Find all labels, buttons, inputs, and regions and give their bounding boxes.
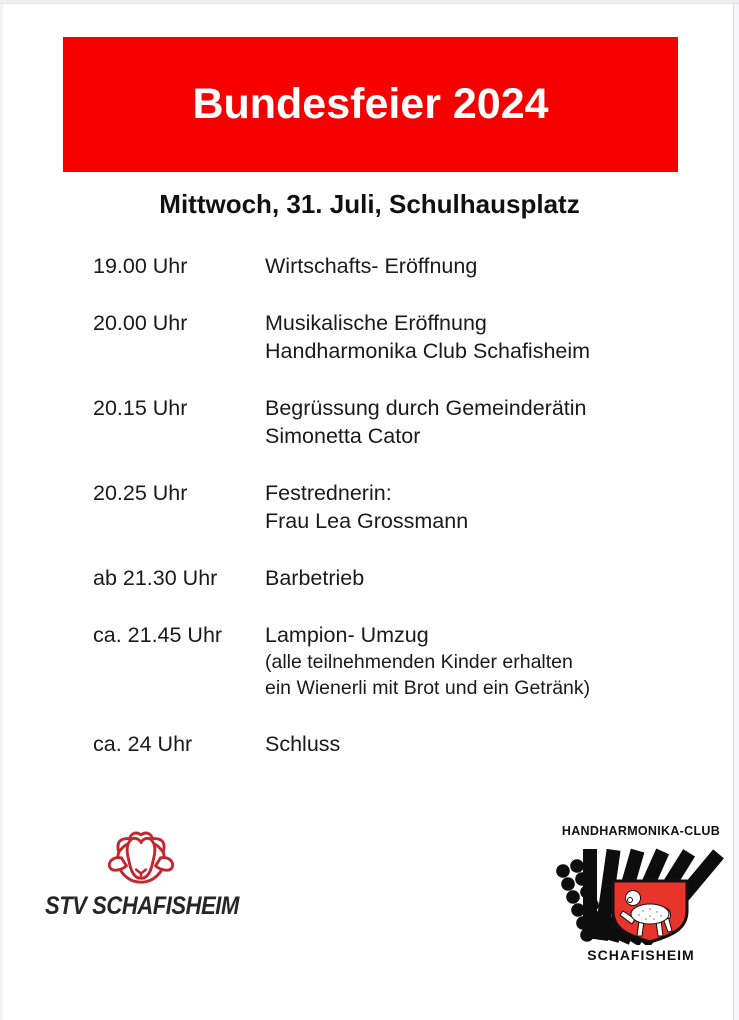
schedule-event [265, 564, 693, 592]
schedule-event [265, 621, 693, 701]
schedule-event-line: Simonetta Cator [265, 424, 421, 448]
schedule-event [265, 309, 693, 365]
schedule-row [93, 394, 693, 450]
schedule-event-note: (alle teilnehmenden Kinder erhalten [265, 651, 573, 673]
page-title: Bundesfeier 2024 [192, 80, 549, 128]
schedule-time: 20.15 Uhr [93, 396, 188, 420]
sheep-head-icon [106, 826, 176, 888]
schedule-row [93, 252, 693, 280]
page-edge-top [0, 0, 739, 4]
page-edge-left [0, 4, 3, 1020]
schedule-event-note: ein Wienerli mit Brot und ein Getränk) [265, 677, 591, 699]
schedule-event-line: Handharmonika Club Schafisheim [265, 339, 591, 363]
schedule-row [93, 730, 693, 758]
schedule-time: ca. 24 Uhr [93, 732, 193, 756]
schedule-time: 20.25 Uhr [93, 481, 188, 505]
event-date-location: Mittwoch, 31. Juli, Schulhausplatz [159, 189, 580, 219]
hhc-logo-bottom-label: SCHAFISHEIM [587, 947, 695, 963]
schedule-time: ab 21.30 Uhr [93, 566, 218, 590]
schedule-event-line: Wirtschafts- Eröffnung [265, 254, 478, 278]
schedule-event-line: Schluss [265, 732, 341, 756]
stv-logo-label: STV SCHAFISHEIM [45, 892, 239, 920]
schedule-event-line: Festrednerin: [265, 481, 392, 505]
schedule-row [93, 309, 693, 365]
handharmonika-club-logo [552, 824, 730, 963]
schedule-time: 20.00 Uhr [93, 311, 188, 335]
schedule-event [265, 394, 693, 450]
title-banner [63, 37, 678, 172]
schedule-event-line: Barbetrieb [265, 566, 365, 590]
schedule-time: 19.00 Uhr [93, 254, 188, 278]
schedule-event [265, 730, 693, 758]
schedule-event-line: Lampion- Umzug [265, 623, 429, 647]
schedule-time: ca. 21.45 Uhr [93, 623, 223, 647]
event-schedule [93, 252, 693, 787]
schedule-event-line: Begrüssung durch Gemeinderätin [265, 396, 587, 420]
page-edge-right [733, 4, 739, 1020]
schedule-event-line: Frau Lea Grossmann [265, 509, 469, 533]
hhc-logo-top-label: HANDHARMONIKA-CLUB [561, 824, 721, 838]
schafisheim-crest [613, 881, 687, 942]
schedule-row [93, 621, 693, 701]
schedule-row [93, 479, 693, 535]
schedule-event-line: Musikalische Eröffnung [265, 311, 487, 335]
accordion-shield-icon [553, 843, 729, 945]
schedule-row [93, 564, 693, 592]
schedule-event [265, 252, 693, 280]
schedule-event [265, 479, 693, 535]
